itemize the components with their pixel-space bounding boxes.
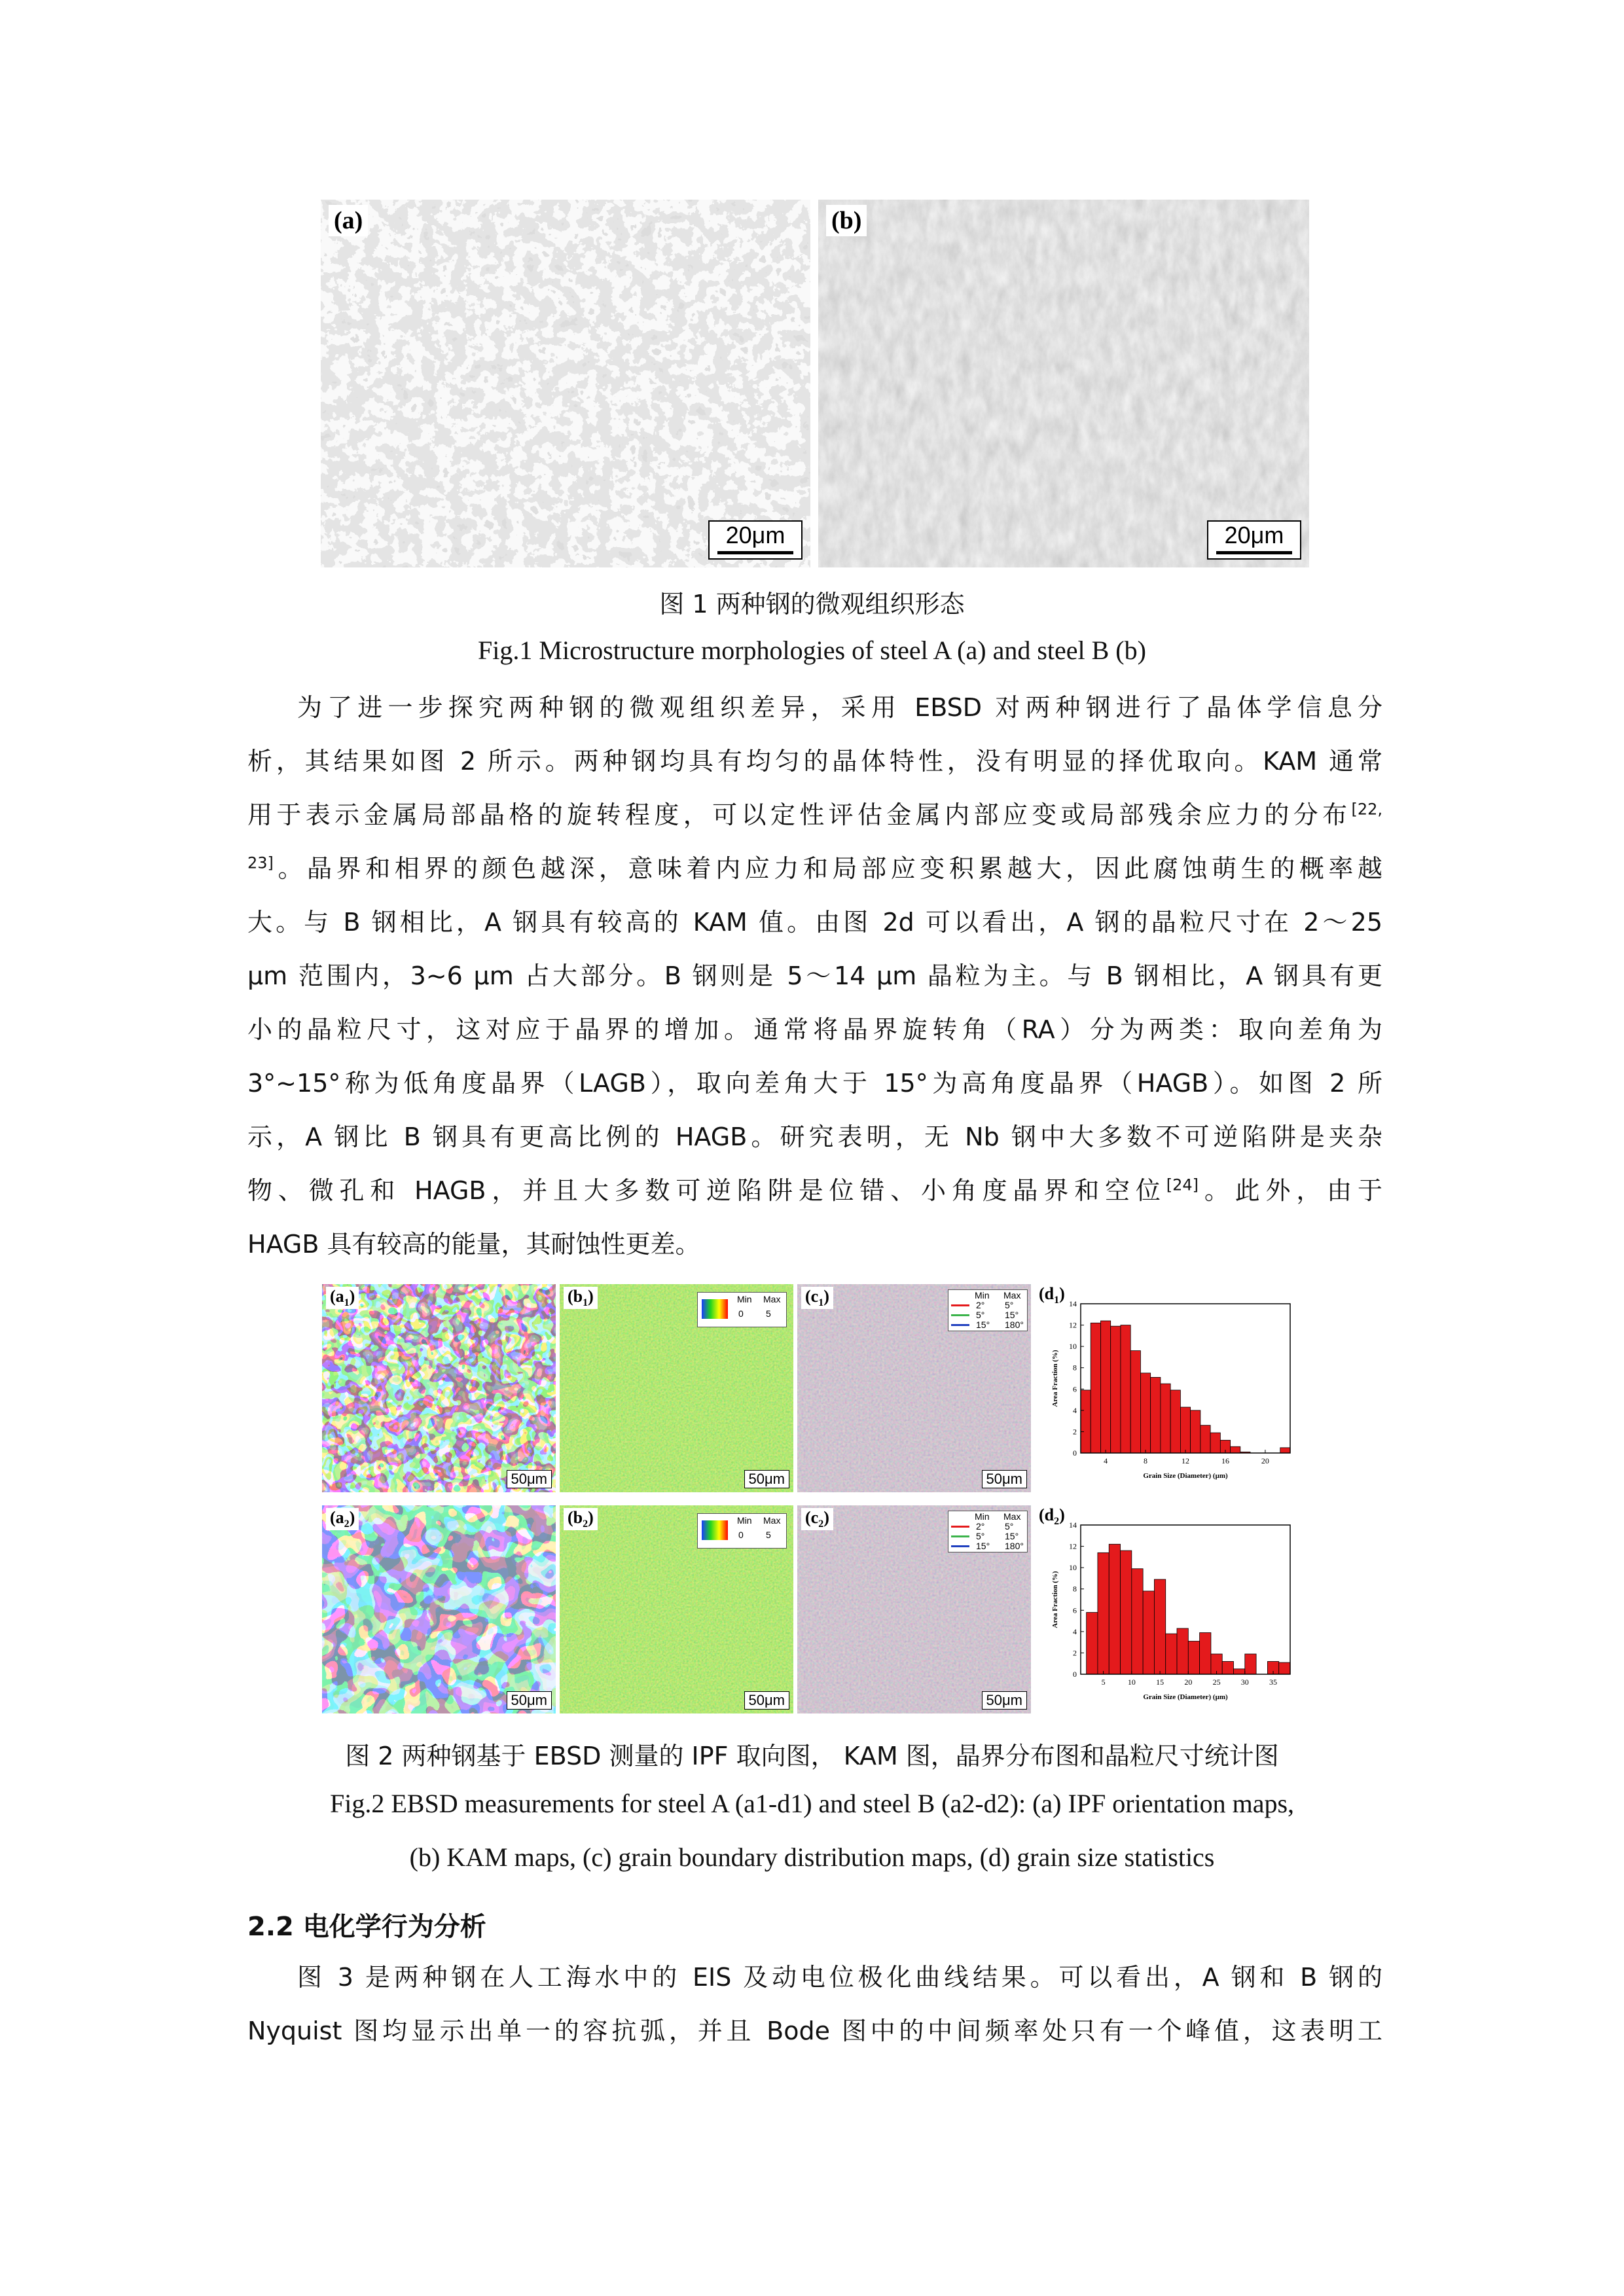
gb-row-max: 180° <box>1005 1541 1024 1551</box>
panel-subscript: 2 <box>583 1518 588 1530</box>
gb-legend-min-label: Min <box>975 1511 990 1522</box>
y-tick-label: 4 <box>1073 1626 1077 1636</box>
y-tick-label: 6 <box>1073 1384 1077 1394</box>
y-tick-label: 8 <box>1073 1363 1077 1372</box>
text-line: 为了进一步探究两种钢的微观组织差异，采用 EBSD 对两种钢进行了晶体学信息分 <box>297 693 1382 722</box>
gb-line-2deg <box>951 1304 969 1306</box>
y-tick-label: 2 <box>1073 1427 1077 1437</box>
kam-legend-max-value: 5 <box>766 1308 771 1319</box>
gb-row-max: 15° <box>1005 1310 1019 1320</box>
text-line <box>247 1164 1382 1217</box>
x-tick-label: 12 <box>1182 1456 1189 1465</box>
panel-letter: a <box>335 1287 344 1306</box>
bar <box>1161 1384 1170 1453</box>
gb-legend-min-label: Min <box>975 1290 990 1300</box>
y-axis-label: Area Fraction (%) <box>1051 1350 1059 1407</box>
panel-letter: d <box>1044 1284 1055 1303</box>
panel-letter: b <box>573 1508 583 1527</box>
x-tick-label: 30 <box>1240 1677 1249 1687</box>
bar <box>1154 1579 1165 1674</box>
scale-bar: 50μm <box>507 1470 552 1488</box>
sem-image-a <box>321 200 810 567</box>
bar <box>1180 1407 1190 1453</box>
panel-letter: b <box>573 1287 583 1306</box>
panel-subscript: 1 <box>344 1297 350 1309</box>
panel-label-d2: $(d_2)$ <box>1035 1505 1069 1528</box>
panel-letter: c <box>810 1508 819 1527</box>
panel-label-b: (b) <box>826 205 867 236</box>
y-tick-label: 8 <box>1073 1584 1077 1594</box>
gb-row-min: 5° <box>976 1310 985 1320</box>
kam-colorbar <box>702 1299 728 1319</box>
gb-line-15deg <box>951 1545 969 1547</box>
panel-letter: d <box>1044 1505 1055 1524</box>
ipf-map-a1 <box>322 1284 556 1492</box>
bar <box>1200 1426 1210 1453</box>
citation-ref: [22, <box>1351 800 1382 819</box>
fig2-caption-en-line1: Fig.2 EBSD measurements for steel A (a1-d1) and steel B (a2-d2): (a) IPF orientation maps, <box>329 1789 1295 1818</box>
kam-map-b2 <box>560 1505 793 1713</box>
bar <box>1210 1433 1220 1453</box>
sem-texture-b <box>818 200 1309 567</box>
kam-legend <box>697 1513 787 1549</box>
bar <box>1170 1390 1180 1453</box>
text-line: 3°~15°称为低角度晶界（LAGB），取向差角大于 15°为高角度晶界（HAGB）。如图 2 所 <box>247 1069 1382 1098</box>
y-tick-label: 14 <box>1069 1299 1077 1308</box>
bar <box>1188 1641 1199 1674</box>
text-line: 大。与 B 钢相比，A 钢具有较高的 KAM 值。由图 2d 可以看出，A 钢的晶粒尺寸在 2～25 <box>247 908 1382 937</box>
x-axis-label: Grain Size (Diameter) (μm) <box>1143 1472 1228 1480</box>
bar <box>1140 1373 1150 1453</box>
panel-letter: c <box>810 1287 819 1306</box>
panel-subscript: 2 <box>1054 1516 1060 1528</box>
bar <box>1143 1591 1154 1674</box>
scale-bar: 50μm <box>982 1470 1027 1488</box>
x-tick-label: 4 <box>1104 1456 1108 1465</box>
text-line-content: 。晶界和相界的颜色越深，意味着内应力和局部应变积累越大，因此腐蚀萌生的概率越 <box>273 854 1382 883</box>
bar <box>1081 1390 1091 1453</box>
panel-label-c2: $(c_2)$ <box>801 1508 833 1530</box>
panel-subscript: 2 <box>344 1518 350 1530</box>
text-line: 示，A 钢比 B 钢具有更高比例的 HAGB。研究表明，无 Nb 钢中大多数不可逆陷阱是夹杂 <box>247 1122 1382 1151</box>
text-line-content: 物、微孔和 HAGB，并且大多数可逆陷阱是位错、小角度晶界和空位 <box>247 1176 1166 1205</box>
y-tick-label: 6 <box>1073 1605 1077 1615</box>
gb-legend-max-label: Max <box>1003 1511 1021 1522</box>
bar <box>1109 1544 1120 1674</box>
bar <box>1091 1323 1100 1453</box>
text-line-content: 。此外，由于 <box>1198 1176 1382 1205</box>
kam-legend-min-value: 0 <box>738 1530 744 1540</box>
panel-label-b1: $(b_1)$ <box>564 1287 598 1309</box>
panel-subscript: 1 <box>583 1297 588 1309</box>
gb-map-c1 <box>797 1284 1031 1492</box>
panel-label-d1: $(d_1)$ <box>1035 1284 1069 1306</box>
x-tick-label: 8 <box>1144 1456 1148 1465</box>
section-heading: 2.2 电化学行为分析 <box>247 1912 486 1942</box>
sem-image-b <box>818 200 1309 567</box>
text-line: Nyquist 图均显示出单一的容抗弧，并且 Bode 图中的中间频率处只有一个峰值，这表明工 <box>247 2017 1382 2045</box>
bar <box>1100 1321 1110 1453</box>
bar-chart-d2 <box>1035 1505 1303 1713</box>
bar <box>1166 1634 1177 1674</box>
fig2-caption-en-line2: (b) KAM maps, (c) grain boundary distribution maps, (d) grain size statistics <box>409 1842 1215 1872</box>
fig1-caption-zh: 图 1 两种钢的微观组织形态 <box>659 590 965 619</box>
x-tick-label: 25 <box>1212 1677 1221 1687</box>
y-tick-label: 4 <box>1073 1405 1077 1415</box>
kam-legend-max-value: 5 <box>766 1530 771 1540</box>
gb-line-5deg <box>951 1314 969 1316</box>
scale-bar: 50μm <box>507 1691 552 1710</box>
bar-chart-d1 <box>1035 1284 1303 1492</box>
gb-row-min: 15° <box>976 1541 990 1551</box>
bar <box>1280 1448 1290 1453</box>
scale-bar-label: 20μm <box>1224 522 1284 548</box>
y-tick-label: 0 <box>1073 1448 1077 1458</box>
bar <box>1191 1410 1200 1453</box>
panel-label-b2: $(b_2)$ <box>564 1508 598 1530</box>
x-tick-label: 35 <box>1269 1677 1278 1687</box>
text-line: 图 3 是两种钢在人工海水中的 EIS 及动电位极化曲线结果。可以看出，A 钢和 B 钢的 <box>297 1963 1382 1992</box>
scale-bar-a <box>708 520 803 560</box>
y-tick-label: 14 <box>1069 1520 1077 1530</box>
scale-bar: 50μm <box>744 1691 789 1710</box>
grain-size-chart-d1 <box>1035 1284 1303 1492</box>
scale-bar-label: 20μm <box>725 522 785 548</box>
scale-bar-b <box>1207 520 1301 560</box>
text-line-content: 用于表示金属局部晶格的旋转程度，可以定性评估金属内部应变或局部残余应力的分布 <box>247 800 1352 829</box>
bar <box>1130 1351 1140 1453</box>
y-tick-label: 12 <box>1069 1320 1077 1330</box>
text-line: μm 范围内，3~6 μm 占大部分。B 钢则是 5～14 μm 晶粒为主。与 B 钢相比，A 钢具有更 <box>247 961 1382 990</box>
panel-label-a1: $(a_1)$ <box>326 1287 359 1309</box>
panel-label-c1: $(c_1)$ <box>801 1287 833 1309</box>
gb-row-max: 5° <box>1005 1300 1014 1310</box>
text-line: HAGB 具有较高的能量，其耐蚀性更差。 <box>247 1230 700 1259</box>
bar <box>1132 1569 1143 1674</box>
x-tick-label: 20 <box>1184 1677 1193 1687</box>
scale-bar: 50μm <box>982 1691 1027 1710</box>
bar <box>1087 1613 1098 1674</box>
x-tick-label: 15 <box>1156 1677 1164 1687</box>
paragraph-1 <box>247 681 1382 1271</box>
x-tick-label: 10 <box>1127 1677 1136 1687</box>
bar <box>1234 1669 1245 1674</box>
kam-colorbar <box>702 1520 728 1540</box>
kam-legend-min-label: Min <box>737 1515 752 1526</box>
y-tick-label: 10 <box>1069 1563 1077 1573</box>
ipf-texture <box>322 1284 556 1492</box>
gb-row-min: 2° <box>976 1300 985 1310</box>
gb-line-2deg <box>951 1526 969 1528</box>
gb-row-max: 15° <box>1005 1531 1019 1541</box>
kam-legend-max-label: Max <box>763 1515 781 1526</box>
y-tick-label: 0 <box>1073 1670 1077 1679</box>
kam-legend-min-label: Min <box>737 1294 752 1304</box>
bar <box>1245 1654 1256 1674</box>
ipf-texture <box>322 1505 556 1713</box>
x-tick-label: 5 <box>1101 1677 1106 1687</box>
y-tick-label: 2 <box>1073 1648 1077 1658</box>
bar <box>1111 1326 1121 1453</box>
bar <box>1200 1632 1211 1674</box>
text-line: 小的晶粒尺寸，这对应于晶界的增加。通常将晶界旋转角（RA）分为两类：取向差角为 <box>247 1015 1382 1044</box>
text-line <box>247 788 1382 842</box>
bar <box>1222 1661 1233 1674</box>
panel-letter: a <box>335 1508 344 1527</box>
kam-legend-max-label: Max <box>763 1294 781 1304</box>
bar <box>1121 1551 1132 1674</box>
text-line <box>247 842 1382 895</box>
panel-label-a2: $(a_2)$ <box>326 1508 359 1530</box>
gb-map-c2 <box>797 1505 1031 1713</box>
y-tick-label: 10 <box>1069 1342 1077 1352</box>
grain-size-chart-d2 <box>1035 1505 1303 1713</box>
fig1-caption-en: Fig.1 Microstructure morphologies of steel A (a) and steel B (b) <box>478 636 1146 665</box>
gb-row-min: 5° <box>976 1531 985 1541</box>
x-axis-label: Grain Size (Diameter) (μm) <box>1143 1693 1228 1701</box>
bar <box>1279 1662 1290 1674</box>
text-line: 析，其结果如图 2 所示。两种钢均具有均匀的晶体特性，没有明显的择优取向。KAM 通常 <box>247 747 1382 776</box>
citation-ref: [24] <box>1166 1175 1199 1194</box>
gb-legend <box>948 1511 1028 1552</box>
gb-row-max: 5° <box>1005 1521 1014 1532</box>
gb-row-max: 180° <box>1005 1319 1024 1330</box>
kam-legend-min-value: 0 <box>738 1308 744 1319</box>
gb-legend-max-label: Max <box>1003 1290 1021 1300</box>
gb-line-15deg <box>951 1324 969 1326</box>
kam-map-b1 <box>560 1284 793 1492</box>
fig2-caption-zh: 图 2 两种钢基于 EBSD 测量的 IPF 取向图， KAM 图，晶界分布图和晶粒尺寸统计图 <box>345 1742 1279 1770</box>
y-tick-label: 12 <box>1069 1541 1077 1551</box>
bar <box>1151 1377 1161 1453</box>
gb-row-min: 2° <box>976 1521 985 1532</box>
scale-bar: 50μm <box>744 1470 789 1488</box>
ipf-map-a2 <box>322 1505 556 1713</box>
bar <box>1231 1446 1240 1453</box>
sem-texture-a <box>321 200 810 567</box>
citation-ref: 23] <box>247 853 274 872</box>
panel-label-a: (a) <box>329 205 368 236</box>
gb-line-5deg <box>951 1535 969 1537</box>
bar <box>1121 1325 1130 1453</box>
y-axis-label: Area Fraction (%) <box>1051 1571 1059 1628</box>
gb-row-min: 15° <box>976 1319 990 1330</box>
paragraph-2 <box>247 1950 1382 2058</box>
panel-subscript: 1 <box>1054 1295 1060 1306</box>
x-tick-label: 16 <box>1221 1456 1229 1465</box>
x-tick-label: 20 <box>1261 1456 1269 1465</box>
gb-legend <box>948 1289 1028 1331</box>
panel-subscript: 1 <box>818 1297 824 1309</box>
panel-subscript: 2 <box>818 1518 824 1530</box>
bar <box>1098 1552 1109 1674</box>
kam-legend <box>697 1292 787 1327</box>
bar <box>1177 1628 1188 1674</box>
